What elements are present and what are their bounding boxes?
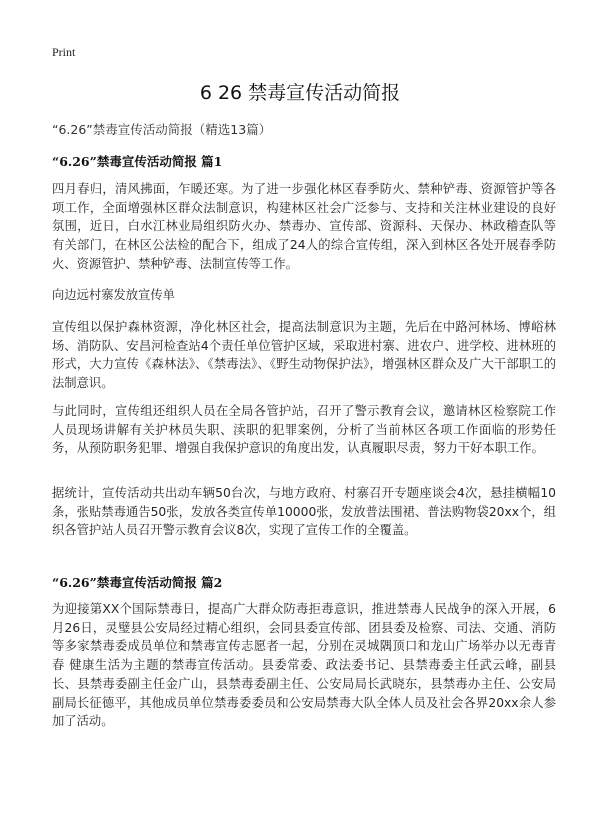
print-link[interactable]: Print: [52, 45, 76, 59]
section-1-paragraph-4: 与此同时，宣传组还组织人员在全局各管护站，召开了警示教育会议，邀请林区检察院工作人员现场讲解有关护林员失职、渎职的犯罪案例，分析了当前林区各项工作面临的形势任务，从预防职务犯罪、增强自我保护意识的角度出发，认真履职尽责，努力干好本职工作。: [52, 404, 556, 456]
section-2-paragraph-1: 为迎接第XX个国际禁毒日，提高广大群众防毒拒毒意识，推进禁毒人民战争的深入开展，6月26日，灵璧县公安局经过精心组织，会同县委宣传部、团县委及检察、司法、交通、消防等多家禁毒委成员单位和禁毒宣传志愿者一起，分别在灵城隅顶口和龙山广场举办以无毒青春 健康生活为主题的禁毒宣传活动。县委常委、政法委书记、县禁毒委主任武云峰，副县长、县禁毒委副主任金广山，县禁毒委副主任、公安局局长武晓东，县禁毒办主任、公安局副局长征德平，其他成员单位禁毒委委员和公安局禁毒大队全体人员及社会各界20xx余人参加了活动。: [52, 602, 556, 729]
page-title: 6 26 禁毒宣传活动简报: [199, 82, 401, 104]
section-1-paragraph-2: 向边远村寨发放宣传单: [52, 288, 175, 302]
section-1-paragraph-5: 据统计，宣传活动共出动车辆50台次，与地方政府、村寨召开专题座谈会4次，悬挂横幅10条，张贴禁毒通告50张，发放各类宣传单10000张，发放普法围裙、普法购物袋20xx个，组织各管护站人员召开警示教育会议8次，实现了宣传工作的全覆盖。: [52, 486, 556, 538]
document-subtitle: “6.26”禁毒宣传活动简报（精选13篇）: [52, 122, 272, 137]
section-heading-1: “6.26”禁毒宣传活动简报 篇1: [52, 154, 223, 169]
section-1-paragraph-3: 宣传组以保护森林资源，净化林区社会，提高法制意识为主题，先后在中路河林场、博峪林场、消防队、安昌河检查站4个责任单位管护区域，采取进村寨、进农户、进学校、进林班的形式，大力宣传《森林法》、《禁毒法》、《野生动物保护法》，增强林区群众及广大干部职工的法制意识。: [52, 320, 556, 391]
section-1-paragraph-1: 四月春归，清风拂面，乍暖还寒。为了进一步强化林区春季防火、禁种铲毒、资源管护等各项工作，全面增强林区群众法制意识，构建林区社会广泛参与、支持和关注林业建设的良好氛围，近日，白水江林业局组织防火办、禁毒办、宣传部、资源科、天保办、林政稽查队等有关部门，在林区公法检的配合下，组成了24人的综合宣传组，深入到林区各处开展春季防火、资源管护、禁种铲毒、法制宣传等工作。: [52, 182, 556, 271]
section-heading-2: “6.26”禁毒宣传活动简报 篇2: [52, 575, 223, 590]
